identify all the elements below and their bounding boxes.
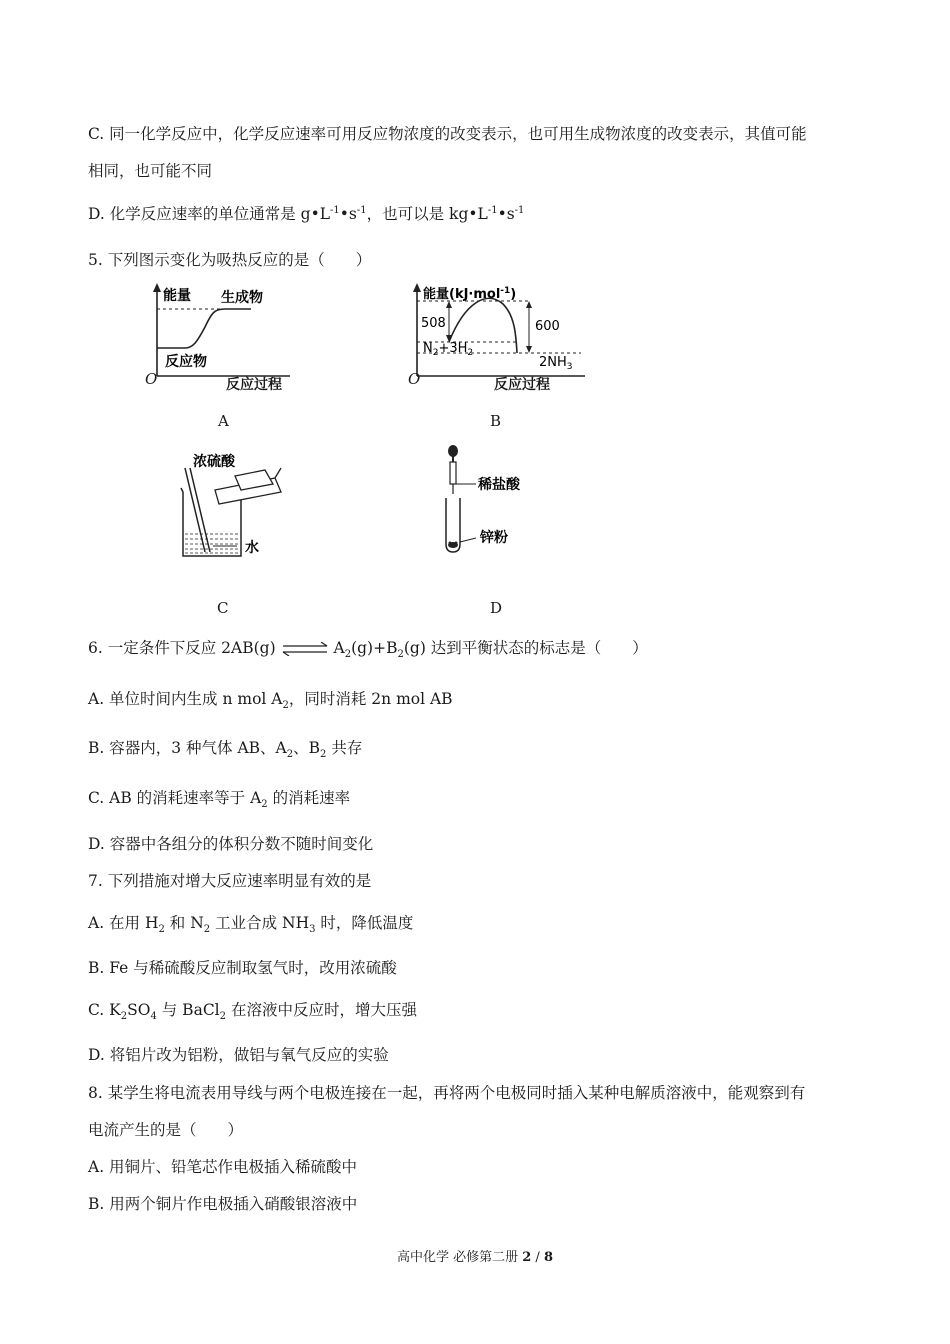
q7-option-d: D. 将铝片改为铝粉，做铝与氧气反应的实验 xyxy=(88,1046,389,1064)
q6-option-b: B. 容器内，3 种气体 AB、$A_2$、$B_2$ 共存 xyxy=(88,739,363,761)
q7-stem: 7. 下列措施对增大反应速率明显有效的是 xyxy=(88,872,372,890)
figure-d-acid-label: 稀盐酸 xyxy=(478,477,520,493)
q7-option-c: C. $K_2SO_4$ 与 BaCl$_2$ 在溶液中反应时，增大压强 xyxy=(88,1001,417,1023)
q8-option-b: B. 用两个铜片作电极插入硝酸银溶液中 xyxy=(88,1195,358,1213)
q5-stem: 5. 下列图示变化为吸热反应的是（ ） xyxy=(88,251,372,269)
figure-a-y-label: 能量 xyxy=(163,288,191,304)
figure-b-label: B xyxy=(490,412,502,430)
q6-option-d: D. 容器中各组分的体积分数不随时间变化 xyxy=(88,835,374,853)
figure-c-label: C xyxy=(217,599,229,617)
figure-d-label: D xyxy=(490,599,503,617)
figure-b-reactants: $N_2+3H_2$ xyxy=(423,341,474,358)
q4-option-c-line2: 相同，也可能不同 xyxy=(88,162,213,180)
q7-option-a: A. 在用 $H_2$ 和 $N_2$ 工业合成 $NH_3$ 时，降低温度 xyxy=(88,914,414,936)
figure-b-left-value: 508 xyxy=(421,316,446,331)
figure-a-label: A xyxy=(218,412,229,430)
figure-b-y-label: 能量(kJ·mol$^{-1}$) xyxy=(423,286,517,302)
q7-option-b: B. Fe 与稀硫酸反应制取氢气时，改用浓硫酸 xyxy=(88,959,397,977)
figure-c-water-label: 水 xyxy=(245,540,259,556)
q6-option-a: A. 单位时间内生成 n mol $A_2$，同时消耗 2n mol AB xyxy=(88,690,453,712)
equilibrium-arrow-icon xyxy=(281,642,329,656)
figure-c-acid-label: 浓硫酸 xyxy=(193,454,235,470)
figure-b-origin: O xyxy=(408,370,421,388)
q4-option-c-line1: C. 同一化学反应中，化学反应速率可用反应物浓度的改变表示，也可用生成物浓度的改变表示，其值可能 xyxy=(88,125,807,143)
q8-stem-line1: 8. 某学生将电流表用导线与两个电极连接在一起，再将两个电极同时插入某种电解质溶液中，能观察到有 xyxy=(88,1084,806,1102)
q4-option-d: D. 化学反应速率的单位通常是 $g•L^{-1}•s^{-1}$，也可以是 $kg•L^{-1}•s^{-1}$ xyxy=(88,204,525,223)
page-footer: 高中化学 必修第二册 2 / 8 xyxy=(396,1250,553,1265)
figure-d-test-tube-diagram xyxy=(438,442,548,562)
figure-b-products: $2NH_3$ xyxy=(539,355,573,372)
figure-b-right-value: 600 xyxy=(535,319,560,334)
figure-b-x-label: 反应过程 xyxy=(494,377,550,393)
figure-d-zinc-label: 锌粉 xyxy=(480,530,508,546)
q6-stem: 6. 一定条件下反应 2AB(g) $A_2(g)+B_2(g)$ 达到平衡状态的标志是（ ） xyxy=(88,639,648,661)
figure-c-beaker-diagram xyxy=(175,448,325,568)
q8-option-a: A. 用铜片、铅笔芯作电极插入稀硫酸中 xyxy=(88,1158,358,1176)
q8-stem-line2: 电流产生的是（ ） xyxy=(88,1121,244,1139)
q6-option-c: C. AB 的消耗速率等于 $A_2$ 的消耗速率 xyxy=(88,789,351,811)
figure-a-origin: O xyxy=(145,370,158,388)
figure-a-reactant: 反应物 xyxy=(165,354,207,370)
figure-a-product: 生成物 xyxy=(221,290,263,306)
figure-a-x-label: 反应过程 xyxy=(226,377,282,393)
